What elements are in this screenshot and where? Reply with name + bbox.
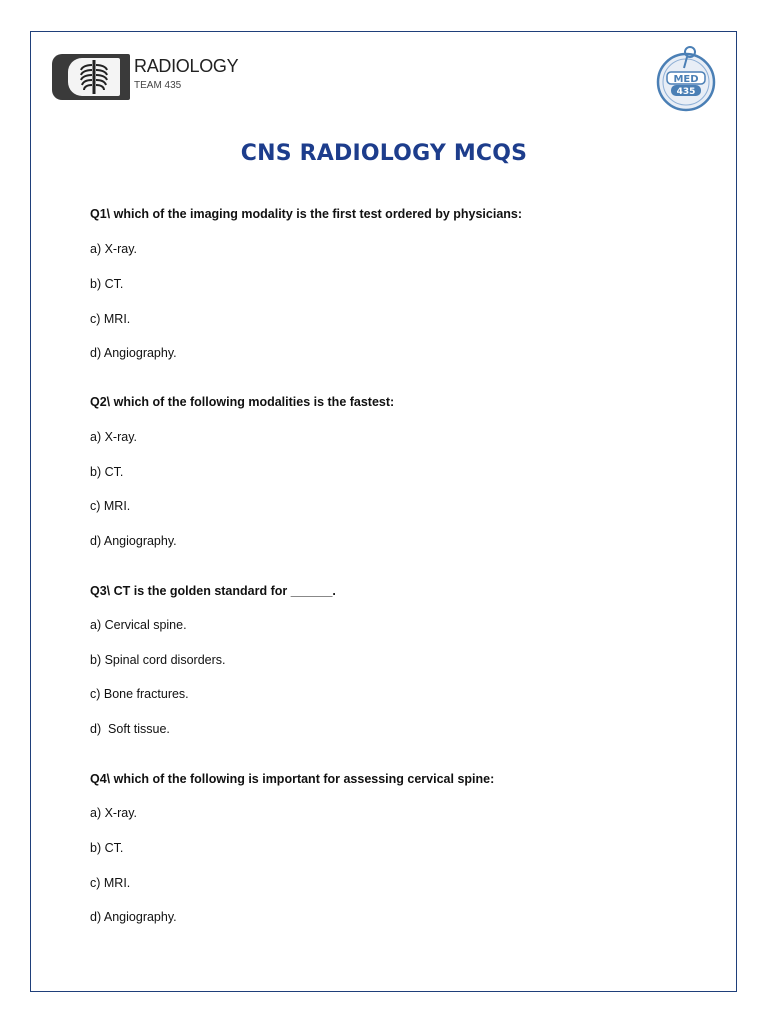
q1-option-b: b) CT. — [90, 277, 124, 291]
q3-option-c: c) Bone fractures. — [90, 687, 189, 701]
q3-option-d: d) Soft tissue. — [90, 722, 170, 736]
q2-option-a: a) X-ray. — [90, 430, 137, 444]
q4-option-d: d) Angiography. — [90, 910, 177, 924]
ribcage-icon — [78, 60, 110, 94]
question-4: Q4\ which of the following is important for assessing cervical spine: — [90, 772, 495, 786]
q4-option-c: c) MRI. — [90, 876, 131, 890]
logo-title: RADIOLOGY — [134, 56, 239, 76]
question-3: Q3\ CT is the golden standard for ______. — [90, 584, 336, 598]
q1-option-c: c) MRI. — [90, 312, 131, 326]
svg-text:MED: MED — [673, 74, 699, 85]
question-1: Q1\ which of the imaging modality is the first test ordered by physicians: — [90, 207, 523, 221]
q3-option-b: b) Spinal cord disorders. — [90, 653, 226, 667]
med-435-seal-icon — [654, 44, 718, 112]
q2-option-c: c) MRI. — [90, 499, 131, 513]
q1-option-a: a) X-ray. — [90, 242, 137, 256]
q2-option-b: b) CT. — [90, 465, 124, 479]
xray-badge — [52, 54, 130, 100]
page-border — [30, 31, 737, 992]
question-2: Q2\ which of the following modalities is the fastest: — [90, 395, 395, 409]
q3-option-a: a) Cervical spine. — [90, 618, 187, 632]
q4-option-b: b) CT. — [90, 841, 124, 855]
logo-subtitle: TEAM 435 — [134, 80, 182, 91]
q4-option-a: a) X-ray. — [90, 806, 137, 820]
svg-text:435: 435 — [676, 87, 696, 97]
document-title: CNS RADIOLOGY MCQS — [240, 141, 528, 166]
q1-option-d: d) Angiography. — [90, 346, 177, 360]
radiology-team-logo — [52, 52, 252, 102]
q2-option-d: d) Angiography. — [90, 534, 177, 548]
